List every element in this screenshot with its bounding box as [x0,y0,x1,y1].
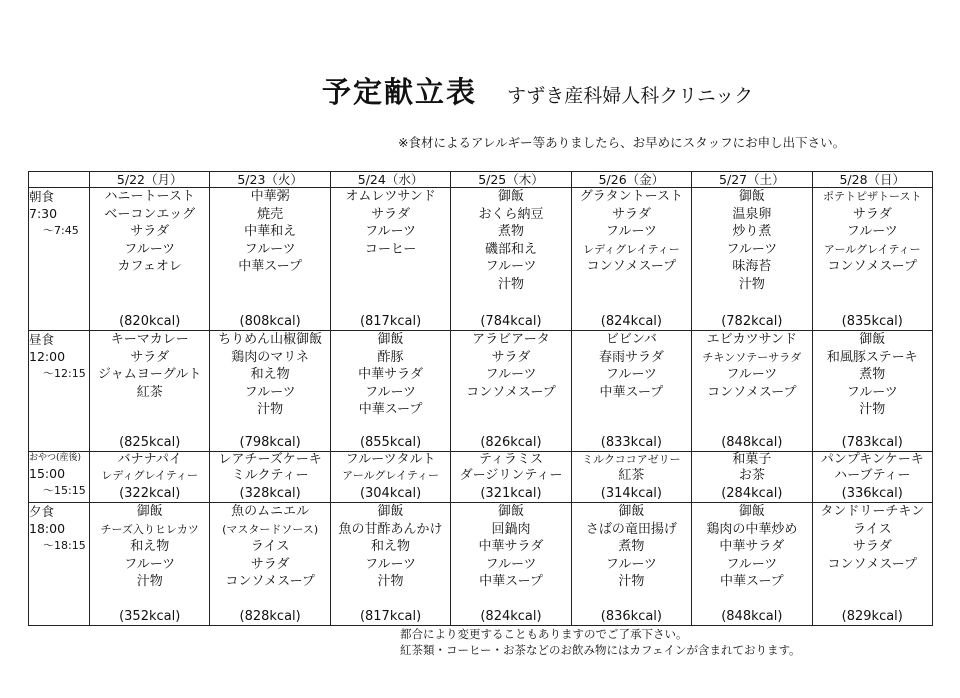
menu-cell [330,452,450,503]
menu-item: アールグレイティー [823,242,921,256]
menu-cell [692,188,812,331]
menu-item: フルーツ [605,224,657,239]
menu-item: フルーツ [846,224,898,239]
menu-item: 御飯 [377,504,404,519]
menu-item: ジャムヨーグルト [98,367,202,382]
menu-item: オムレツサンド [345,189,436,204]
menu-item: アラビアータ [472,332,550,347]
menu-item: 中華サラダ [478,539,544,554]
menu-item: アールグレイティー [342,469,439,482]
menu-item: 御飯 [618,504,645,519]
page-title: 予定献立表 [322,75,478,109]
menu-item: フルーツ [244,384,296,400]
menu-item: 御飯 [497,504,524,519]
menu-item: 和え物 [371,539,411,554]
menu-item: サラダ [852,539,892,554]
menu-item: 煮物 [618,539,645,554]
menu-item: コンソメスープ [225,574,315,589]
clinic-name: すずき産科婦人科クリニック [507,85,754,107]
menu-item: フルーツ [365,556,417,572]
menu-item: コンソメスープ [466,384,556,400]
menu-item: バナナパイ [117,452,182,467]
menu-item: 汁物 [618,574,645,589]
menu-item: 春雨サラダ [598,349,664,365]
menu-item: サラダ [852,206,892,222]
menu-item: ミルクココアゼリー [582,453,681,466]
menu-cell [210,452,330,503]
menu-item: レアチーズケーキ [218,452,322,467]
menu-item: ダージリンティー [459,468,563,483]
meal-row-snack [29,452,933,503]
kcal-value: (314kcal) [600,486,662,501]
menu-item: サラダ [491,349,531,365]
menu-item: コンソメスープ [707,384,797,400]
menu-item: おくら納豆 [478,206,544,222]
menu-cell [451,503,571,626]
menu-cell [210,503,330,626]
menu-cell [692,503,812,626]
menu-cell [451,452,571,503]
kcal-value: (848kcal) [721,435,783,450]
menu-cell [451,188,571,331]
menu-item: 焼売 [257,206,284,222]
menu-cell [90,452,210,503]
menu-item: フルーツ [726,367,778,382]
meal-label [29,188,90,331]
kcal-value: (352kcal) [119,609,181,624]
meal-start-time: 18:00 [29,521,66,536]
menu-item: ライス [853,521,892,537]
menu-item: フルーツ [605,367,657,382]
meal-start-time: 12:00 [29,349,66,364]
meal-name: おやつ(産後) [29,453,82,463]
menu-item: 煮物 [859,367,886,382]
meal-name: 朝食 [29,189,55,204]
menu-cell [90,188,210,331]
menu-item: 汁物 [738,276,765,292]
kcal-value: (848kcal) [721,609,783,624]
menu-item: 御飯 [136,504,163,519]
menu-item: キーマカレー [110,332,189,347]
menu-item: 中華スープ [719,574,784,589]
kcal-value: (783kcal) [841,435,903,450]
menu-item: フルーツ [124,556,176,572]
kcal-value: (826kcal) [480,435,542,450]
menu-item: フルーツ [485,367,537,382]
day-header: 5/27（土） [692,172,812,188]
meal-label [29,331,90,452]
menu-item: 魚の甘酢あんかけ [338,521,443,537]
kcal-value: (828kcal) [239,609,301,624]
menu-item: レディグレイティー [583,242,680,256]
menu-item: 汁物 [377,574,404,589]
menu-item: チーズ入りヒレカツ [100,522,199,536]
menu-cell [451,331,571,452]
menu-item: フルーツ [244,241,296,257]
menu-item: (マスタードソース) [222,522,319,536]
menu-item: レディグレイティー [101,469,199,482]
menu-item: 和菓子 [732,452,772,467]
menu-item: ベーコンエッグ [104,206,196,222]
menu-item: 和風豚ステーキ [826,349,918,365]
menu-cell [812,331,932,452]
menu-item: 中華スープ [358,402,423,417]
kcal-value: (798kcal) [239,435,301,450]
meal-name: 夕食 [29,504,55,519]
menu-item: 味海苔 [732,259,772,274]
menu-cell [571,188,691,331]
allergy-notice: ※食材によるアレルギー等ありましたら、お早めにスタッフにお申し出下さい。 [398,135,846,150]
kcal-value: (328kcal) [239,486,301,501]
meal-end-time: ～7:45 [43,224,79,237]
kcal-value: (782kcal) [721,314,783,329]
menu-cell [330,503,450,626]
menu-table [28,171,933,626]
day-header: 5/24（水） [330,172,450,188]
day-header: 5/25（木） [451,172,571,188]
menu-item: ハーブティー [834,468,911,483]
menu-item: フルーツ [726,241,778,257]
menu-item: 中華和え [244,224,297,239]
kcal-value: (304kcal) [359,486,422,501]
meal-end-time: ～15:15 [43,484,86,497]
meal-row-breakfast [29,188,933,331]
menu-cell [571,331,691,452]
menu-cell [210,188,330,331]
menu-item: サラダ [250,556,290,572]
menu-item: フルーツ [605,556,657,572]
menu-item: 御飯 [497,189,524,204]
menu-item: 和え物 [250,367,290,382]
meal-start-time: 7:30 [29,206,58,221]
menu-item: 汁物 [257,402,284,417]
menu-item: 紅茶 [618,468,645,483]
meal-label [29,452,90,503]
meal-row-lunch [29,331,933,452]
menu-cell [692,452,812,503]
menu-item: カフェオレ [117,259,182,274]
menu-item: コンソメスープ [827,259,917,274]
menu-item: 中華粥 [250,189,290,204]
day-header: 5/26（金） [571,172,691,188]
menu-item: チキンソテーサラダ [702,350,802,364]
menu-item: さばの竜田揚げ [585,521,677,537]
day-header: 5/22（月） [90,172,210,188]
menu-item: コーヒー [364,241,417,257]
menu-item: 温泉卵 [732,206,772,222]
menu-cell [210,331,330,452]
menu-item: ティラミス [478,452,543,467]
menu-item: 御飯 [738,189,765,204]
footer-notice [400,626,801,658]
menu-item: 汁物 [859,402,886,417]
kcal-value: (835kcal) [841,314,903,329]
menu-cell [330,331,450,452]
menu-item: 和え物 [130,539,170,554]
kcal-value: (829kcal) [841,609,903,624]
kcal-value: (784kcal) [480,314,542,329]
menu-item: ハニートースト [104,189,195,204]
menu-item: フルーツタルト [345,452,436,467]
kcal-value: (817kcal) [359,314,422,329]
menu-item: フルーツ [726,556,778,572]
menu-item: 中華スープ [599,384,664,400]
menu-item: フルーツ [365,384,417,400]
menu-item: 中華スープ [479,574,543,589]
menu-item: 鶏肉の中華炒め [706,521,798,537]
kcal-value: (825kcal) [119,435,181,450]
menu-item: ライス [250,539,290,554]
menu-item: ポテトピザトースト [823,190,922,203]
menu-cell [812,503,932,626]
meal-name: 昼食 [29,332,55,347]
menu-cell [90,503,210,626]
kcal-value: (820kcal) [119,314,181,329]
menu-cell [90,331,210,452]
menu-item: タンドリーチキン [820,504,925,519]
menu-item: サラダ [130,224,170,239]
menu-item: フルーツ [124,241,176,257]
menu-cell [571,503,691,626]
kcal-value: (336kcal) [841,486,903,501]
menu-cell [812,188,932,331]
menu-item: サラダ [371,206,410,222]
footer-line-change: 都合により変更することもありますのでご了承下さい。 [400,627,688,641]
menu-item: フルーツ [846,384,898,400]
menu-item: コンソメスープ [586,259,677,274]
menu-item: お茶 [738,468,765,483]
menu-item: エビカツサンド [706,332,797,347]
menu-cell [330,188,450,331]
footer-line-caffeine: 紅茶類・コーヒー・お茶などのお飲み物にはカフェインが含まれております。 [400,643,801,657]
menu-item: フルーツ [485,556,537,572]
menu-item: 炒り煮 [732,224,772,239]
menu-cell [571,452,691,503]
menu-item: 煮物 [497,224,524,239]
menu-item: 御飯 [377,332,404,347]
day-header: 5/23（火） [210,172,330,188]
meal-label [29,503,90,626]
menu-item: 酢豚 [377,349,404,365]
menu-item: 汁物 [497,276,524,292]
kcal-value: (824kcal) [600,314,662,329]
menu-item: 紅茶 [136,384,163,400]
meal-end-time: ～12:15 [43,367,86,380]
meal-row-dinner [29,503,933,626]
menu-item: パンプキンケーキ [820,452,924,467]
kcal-value: (284kcal) [721,486,783,501]
menu-item: 回鍋肉 [491,521,531,537]
day-header: 5/28（日） [812,172,932,188]
kcal-value: (321kcal) [480,486,542,501]
menu-item: サラダ [130,349,170,365]
corner-cell [29,172,90,188]
kcal-value: (855kcal) [359,435,422,450]
menu-item: サラダ [611,206,651,222]
menu-item: 汁物 [136,574,163,589]
menu-item: 御飯 [859,332,886,347]
kcal-value: (808kcal) [239,314,301,329]
day-header-row [29,172,933,188]
menu-item: フルーツ [485,259,537,274]
kcal-value: (836kcal) [600,609,662,624]
menu-item: 御飯 [738,504,765,519]
kcal-value: (817kcal) [359,609,422,624]
menu-cell [812,452,932,503]
menu-item: ミルクティー [231,468,309,483]
menu-item: フルーツ [365,224,417,239]
menu-cell [692,331,812,452]
menu-item: 中華スープ [238,259,302,274]
meal-start-time: 15:00 [29,466,66,481]
menu-item: 中華サラダ [719,539,785,554]
menu-item: コンソメスープ [827,556,917,572]
menu-item: 中華サラダ [358,367,423,382]
menu-item: ちりめん山椒御飯 [218,332,323,347]
menu-item: ビビンバ [605,332,657,347]
menu-item: グラタントースト [579,189,684,204]
menu-item: 魚のムニエル [231,504,310,519]
kcal-value: (824kcal) [480,609,542,624]
menu-item: 磯部和え [484,241,537,257]
title-area [322,70,753,110]
kcal-value: (833kcal) [600,435,662,450]
kcal-value: (322kcal) [119,486,181,501]
menu-item: 鶏肉のマリネ [231,349,309,365]
meal-end-time: ～18:15 [43,539,86,552]
